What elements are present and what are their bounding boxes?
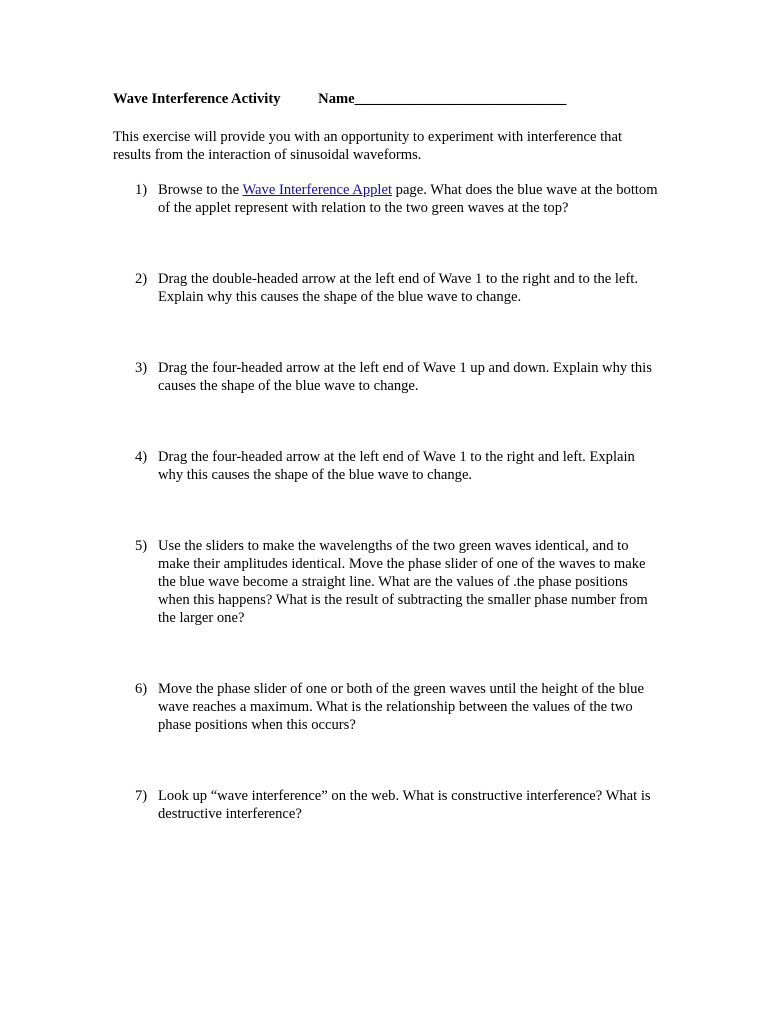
- question-number: 3): [135, 360, 148, 376]
- question-text: Drag the four-headed arrow at the left end of Wave 1 to the right and left. Explain why this causes the shape of the blue wave to change.: [158, 449, 635, 483]
- question-text-before-link: Browse to the: [158, 182, 243, 198]
- question-item: [113, 181, 663, 217]
- question-number: 5): [135, 538, 148, 554]
- question-number: 6): [135, 681, 148, 697]
- question-item: [113, 537, 663, 627]
- question-number: 7): [135, 788, 148, 804]
- question-item: [113, 359, 663, 395]
- question-list: [113, 181, 673, 823]
- question-text: Look up “wave interference” on the web. What is constructive interference? What is destructive interference?: [158, 788, 651, 822]
- wave-interference-applet-link[interactable]: Wave Interference Applet: [242, 182, 392, 198]
- name-field-label: Name_____________________________: [318, 91, 567, 107]
- question-number: 1): [135, 182, 148, 198]
- question-text: Drag the double-headed arrow at the left end of Wave 1 to the right and to the left. Explain why this causes the shape of the blue wave to change.: [158, 271, 638, 305]
- question-item: [113, 448, 663, 484]
- question-item: [113, 680, 663, 734]
- question-text: Move the phase slider of one or both of the green waves until the height of the blue wave reaches a maximum. What is the relationship between the values of the two phase positions when this occurs?: [158, 681, 644, 733]
- question-text: Drag the four-headed arrow at the left end of Wave 1 up and down. Explain why this causes the shape of the blue wave to change.: [158, 360, 652, 394]
- question-item: [113, 787, 663, 823]
- document-page: [113, 90, 673, 823]
- question-number: 2): [135, 271, 148, 287]
- page-title: Wave Interference Activity: [113, 91, 281, 107]
- intro-paragraph: This exercise will provide you with an opportunity to experiment with interference that results from the interaction of sinusoidal waveforms.: [113, 129, 623, 163]
- question-text-after-link: page. What does the blue wave at the bottom of the applet represent with relation to the two green waves at the top?: [158, 182, 658, 216]
- question-text: Use the sliders to make the wavelengths of the two green waves identical, and to make their amplitudes identical. Move the phase slider of one of the waves to make the blue wave become a straight line. What are the values of .the phase positions when this happens? What is the result of subtracting the smaller phase number from the larger one?: [158, 538, 648, 626]
- question-text: [158, 182, 658, 216]
- question-item: [113, 270, 663, 306]
- question-number: 4): [135, 449, 148, 465]
- title-line: [113, 90, 673, 110]
